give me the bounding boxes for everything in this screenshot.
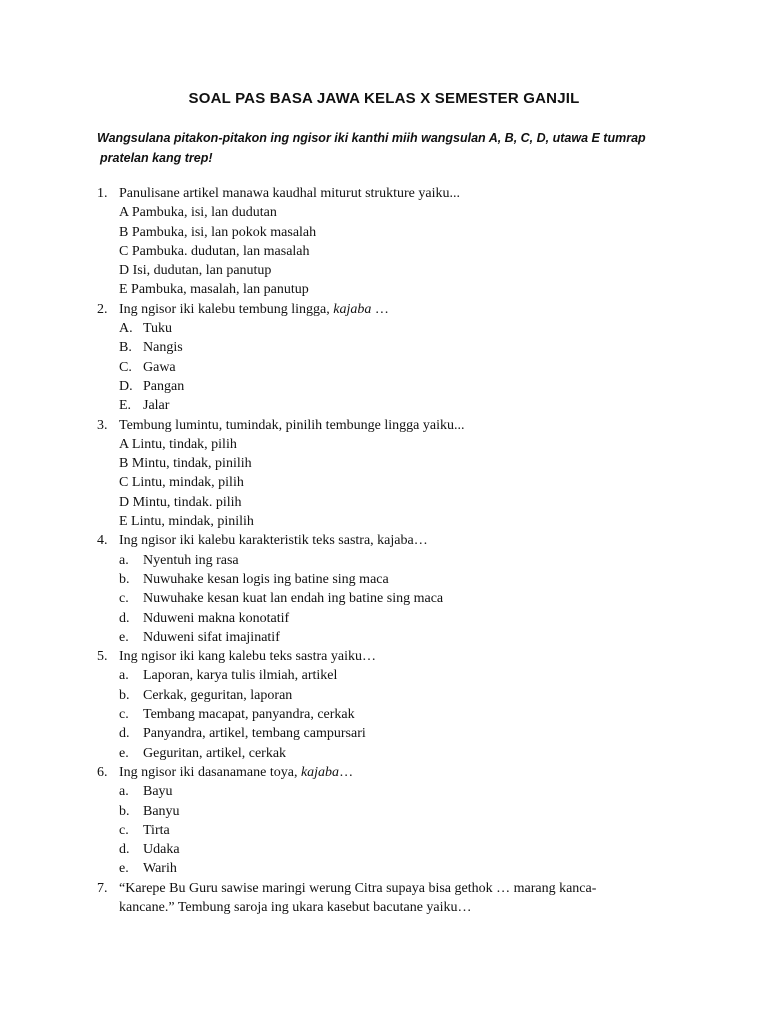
- option: [119, 724, 667, 743]
- question-3: [97, 416, 667, 532]
- question-number: 4.: [97, 533, 108, 549]
- option-text: Nangis: [143, 340, 183, 356]
- option: [119, 821, 667, 840]
- option: [119, 319, 667, 338]
- option: [119, 686, 667, 705]
- question-number: 7.: [97, 880, 108, 896]
- question-text-main: Ing ngisor iki dasanamane toya,: [119, 764, 301, 780]
- option-label: B.: [119, 340, 132, 356]
- option: [119, 744, 667, 763]
- option: E Pambuka, masalah, lan panutup: [119, 282, 309, 298]
- page-title: SOAL PAS BASA JAWA KELAS X SEMESTER GANJIL: [188, 90, 580, 107]
- question-text: [119, 763, 667, 782]
- option-label: c.: [119, 822, 129, 838]
- instruction-line-1: Wangsulana pitakon-pitakon ing ngisor iki kanthi miih wangsulan A, B, C, D, utawa E tumrap: [97, 131, 646, 145]
- option-label: d.: [119, 610, 130, 626]
- option: D Mintu, tindak. pilih: [119, 494, 242, 510]
- option: E Lintu, mindak, pinilih: [119, 514, 254, 530]
- instruction-line-2: pratelan kang trep!: [100, 151, 213, 165]
- option-label: a.: [119, 784, 129, 800]
- question-text-line-1: “Karepe Bu Guru sawise maringi werung Citra supaya bisa gethok … marang kanca-: [119, 880, 597, 896]
- option: [119, 377, 667, 396]
- option-text: Tembang macapat, panyandra, cerkak: [143, 707, 355, 723]
- option-label: b.: [119, 803, 130, 819]
- option-text: Nduweni sifat imajinatif: [143, 629, 280, 645]
- question-text-emphasis: kajaba: [300, 764, 340, 780]
- option-label: d.: [119, 842, 130, 858]
- question-5: [97, 647, 667, 763]
- question-text-suffix: …: [371, 301, 389, 317]
- option: B Mintu, tindak, pinilih: [119, 456, 252, 472]
- option: [119, 589, 667, 608]
- question-text-emphasis: kajaba: [333, 301, 372, 317]
- option-text: Pangan: [143, 378, 185, 394]
- question-2: [97, 300, 667, 416]
- question-list: [97, 184, 667, 917]
- option-text: Banyu: [143, 803, 180, 819]
- option: [119, 782, 667, 801]
- option-text: Geguritan, artikel, cerkak: [143, 745, 287, 761]
- option-label: a.: [119, 552, 129, 568]
- question-text: Panulisane artikel manawa kaudhal miturut strukture yaiku...: [119, 186, 460, 201]
- option: [119, 338, 667, 357]
- option: [119, 705, 667, 724]
- option-label: b.: [119, 687, 130, 703]
- option-label: A.: [119, 321, 133, 337]
- option: [119, 802, 667, 821]
- question-4: [97, 531, 667, 647]
- option-text: Nduweni makna konotatif: [143, 610, 290, 626]
- option: [119, 396, 667, 415]
- option-text: Cerkak, geguritan, laporan: [143, 687, 293, 703]
- question-7: [97, 879, 667, 918]
- option-text: Udaka: [143, 842, 180, 858]
- question-text: Ing ngisor iki kang kalebu teks sastra yaiku…: [119, 649, 377, 665]
- option-text: Panyandra, artikel, tembang campursari: [143, 726, 366, 742]
- option-label: D.: [119, 378, 133, 394]
- option-label: d.: [119, 726, 130, 742]
- option: A Lintu, tindak, pilih: [119, 436, 237, 452]
- option-text: Nyentuh ing rasa: [143, 552, 239, 568]
- option-text: Nuwuhake kesan kuat lan endah ing batine sing maca: [143, 591, 444, 607]
- option-text: Gawa: [143, 359, 176, 375]
- option: D Isi, dudutan, lan panutup: [119, 263, 272, 279]
- question-1: [97, 184, 667, 300]
- question-text-line-2: kancane.” Tembung saroja ing ukara kasebut bacutane yaiku…: [119, 899, 472, 915]
- option: [119, 666, 667, 685]
- option: [119, 570, 667, 589]
- option: [119, 859, 667, 878]
- option-label: e.: [119, 861, 129, 877]
- option: C Lintu, mindak, pilih: [119, 475, 244, 491]
- option: [119, 551, 667, 570]
- question-text: Ing ngisor iki kalebu karakteristik teks sastra, kajaba…: [119, 533, 428, 549]
- instruction: [97, 128, 697, 168]
- option: [119, 609, 667, 628]
- question-number: 6.: [97, 764, 108, 780]
- question-text: Tembung lumintu, tumindak, pinilih tembunge lingga yaiku...: [119, 417, 465, 433]
- option-label: E.: [119, 398, 132, 414]
- option: [119, 628, 667, 647]
- question-text-suffix: …: [339, 764, 354, 780]
- question-text: [119, 300, 667, 319]
- option-text: Tirta: [143, 822, 170, 838]
- option-label: e.: [119, 629, 129, 645]
- option: [119, 358, 667, 377]
- option-text: Jalar: [143, 398, 170, 414]
- option-label: c.: [119, 707, 129, 723]
- option: [119, 840, 667, 859]
- option-text: Bayu: [143, 784, 173, 800]
- question-6: [97, 763, 667, 879]
- option: B Pambuka, isi, lan pokok masalah: [119, 224, 317, 240]
- option: A Pambuka, isi, lan dudutan: [119, 205, 277, 221]
- option-text: Warih: [143, 861, 177, 877]
- option-text: Tuku: [143, 321, 173, 337]
- option-label: e.: [119, 745, 129, 761]
- question-number: 3.: [97, 417, 108, 433]
- question-number: 1.: [97, 186, 108, 201]
- question-number: 2.: [97, 301, 108, 317]
- question-text-main: Ing ngisor iki kalebu tembung lingga,: [119, 301, 334, 317]
- option-label: C.: [119, 359, 132, 375]
- option-text: Laporan, karya tulis ilmiah, artikel: [143, 668, 338, 684]
- option-label: c.: [119, 591, 129, 607]
- option-label: b.: [119, 571, 130, 587]
- option-label: a.: [119, 668, 129, 684]
- option-text: Nuwuhake kesan logis ing batine sing maca: [143, 571, 389, 587]
- option: C Pambuka. dudutan, lan masalah: [119, 243, 310, 259]
- question-number: 5.: [97, 649, 108, 665]
